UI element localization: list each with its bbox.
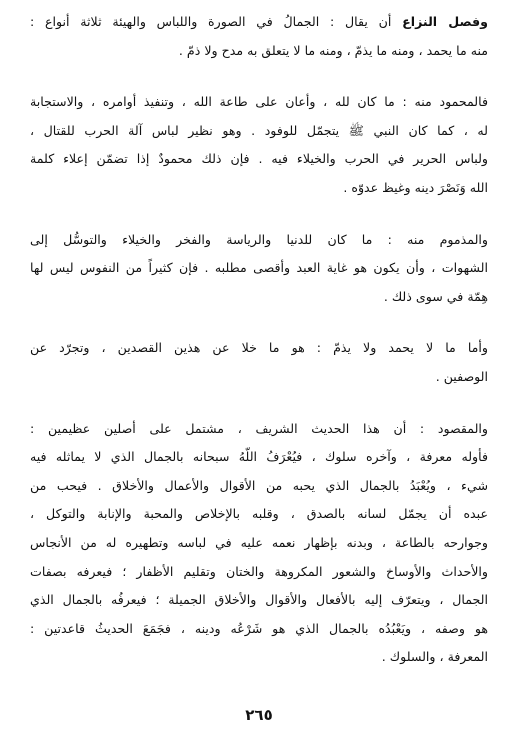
text-line: له ، كما كان النبي ﷺ يتجمّل للوفود . وهو نظير لباس آلة الحرب للقتال ، [30,122,488,138]
paragraph-praiseworthy [30,88,488,202]
text-line: منه ما يحمد ، ومنه ما يذمّ ، ومنه ما لا يتعلق به مدح ولا ذمّ . [178,42,488,58]
text-line: والمذموم منه : ما كان للدنيا والرياسة والفخر والخيلاء والتوسُّل إلى [30,231,488,247]
paragraph-purpose [30,415,488,672]
text-line: فالمحمود منه : ما كان لله ، وأعان على طاعة الله ، وتنفيذ أوامره ، والاستجابة [30,94,488,110]
text-line: وجوارحه بالطاعة ، وبدنه بإظهار نعمه عليه في لباسه وتطهيره له من الأنجاس [30,534,488,550]
text-line: الله وَنَصْرَ دينه وغيظ عدوّه . [343,179,488,195]
text-line: الشهوات ، وأن يكون هو غاية العبد وأقصى مطلبه . فإن كثيراً من النفوس ليس لها [30,260,488,276]
text-line: وفصل النزاع أن يقال : الجمالُ في الصورة واللباس والهيئة ثلاثة أنواع : [30,14,488,29]
text-line: عبده أن يجمّل لسانه بالصدق ، وقلبه بالإخلاص والمحبة والإنابة والتوكل ، [30,506,488,522]
text-line: الجمال ، ويتعرّف إليه بالأفعال والأقوال والأخلاق الجميلة ؛ فيعرفُه بالجمال الذي [30,592,488,608]
text-line: الوصفين . [435,368,488,384]
text-line: وأما ما لا يحمد ولا يذمّ : هو ما خلا عن هذين القصدين ، وتجرّد عن [30,340,488,356]
paragraph-blameworthy [30,226,488,312]
text-line: شيء ، ويُعْبَدُ بالجمال الذي يحبه من الأقوال والأعمال والأخلاق . فيحب من [30,477,488,493]
text-line: ولباس الحرير في الحرب والخيلاء فيه . فإن ذلك محمودٌ إذا تضمّن إعلاء كلمة [30,151,488,167]
page-number: ٢٦٥ [245,706,273,724]
body-text [30,8,488,695]
text-line: فأوله معرفة ، وآخره سلوك ، فيُعْرَفُ اللّهُ سبحانه بالجمال الذي لا يماثله فيه [30,449,488,465]
paragraph-intro [30,8,488,65]
section-lead: وفصل النزاع [402,14,488,29]
paragraph-neutral [30,334,488,391]
text-line: المعرفة ، والسلوك . [381,649,488,665]
text-line: والأحداث والأوساخ والشعور المكروهة والختان وتقليم الأظفار ؛ فيعرفه بصفات [30,563,488,579]
text-line: والمقصود : أن هذا الحديث الشريف ، مشتمل على أصلين عظيمين : [30,420,488,436]
text-line: هو وصفه ، ويَعْبُدُه بالجمال الذي هو شَرْعُه ودينه ، فجَمَعَ الحديثُ قاعدتين : [30,620,488,636]
text-line: هِمّة في سوى ذلك . [383,288,488,304]
